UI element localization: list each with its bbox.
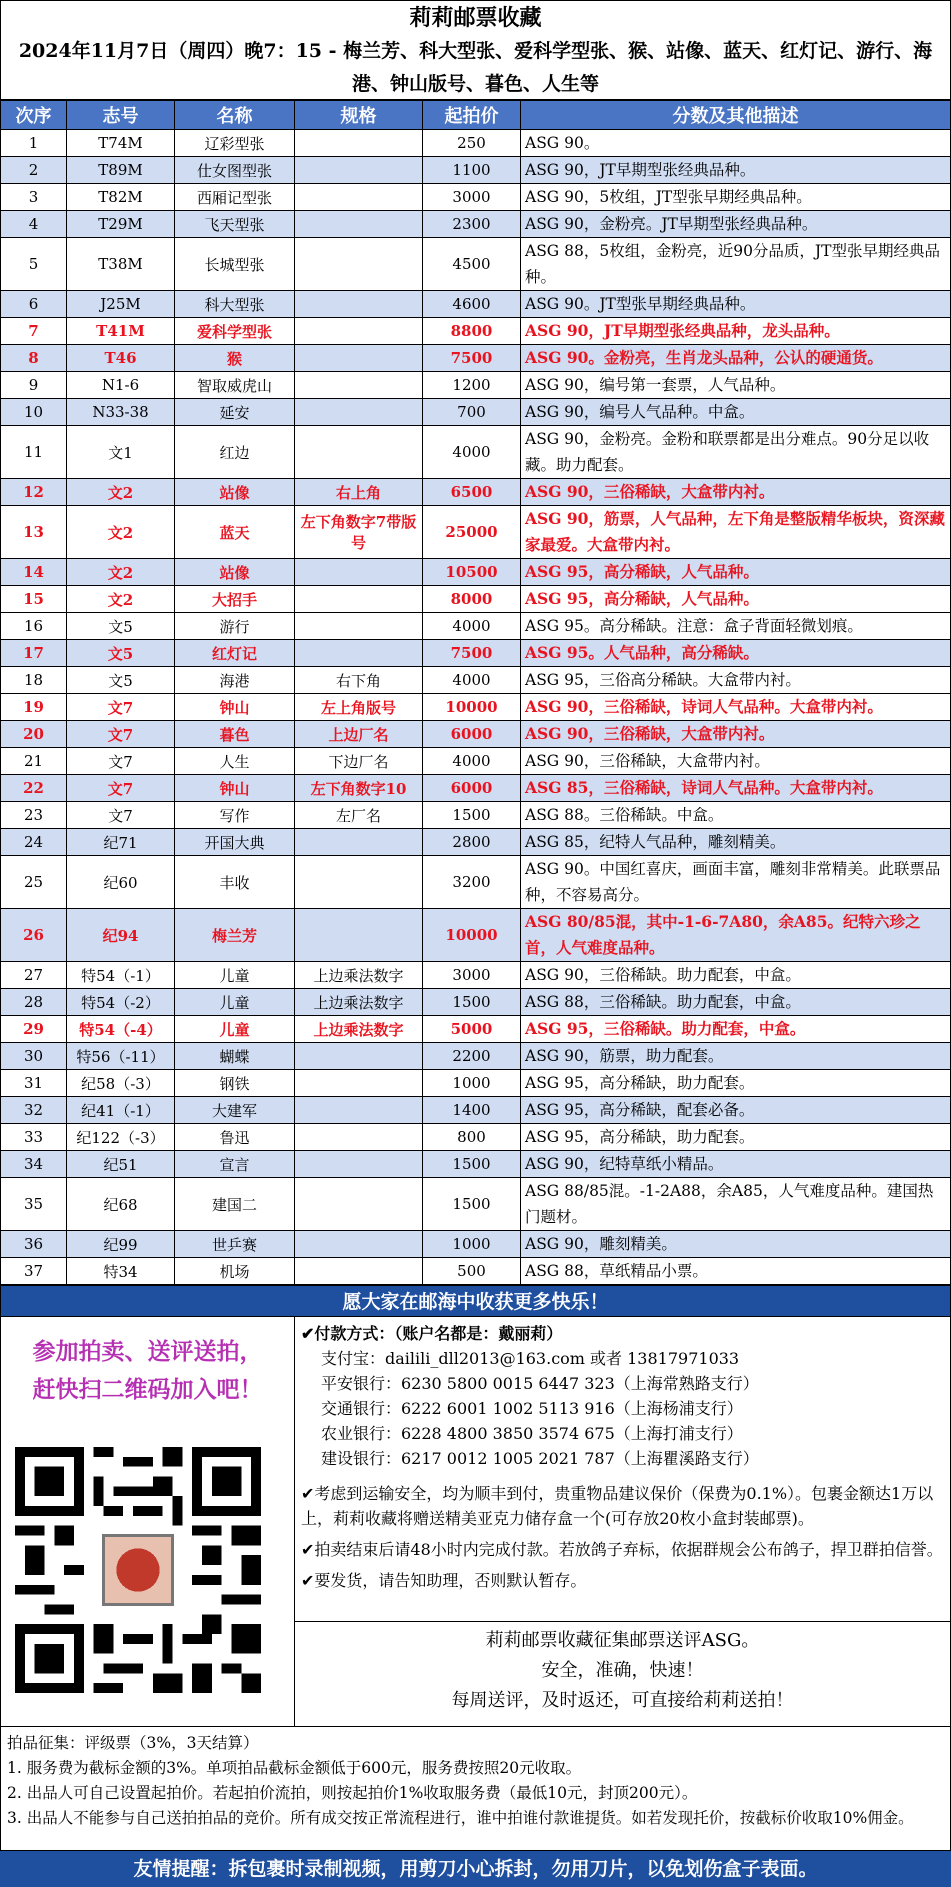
asg-line: 莉莉邮票收藏征集邮票送评ASG。 <box>485 1630 760 1651</box>
lot-id: 文7 <box>67 775 175 802</box>
payment-info <box>295 1317 950 1475</box>
lot-start-price: 1500 <box>423 1151 521 1178</box>
lot-number: 6 <box>1 291 67 318</box>
lot-name: 儿童 <box>175 989 295 1016</box>
table-row <box>1 909 951 962</box>
lot-id: 纪60 <box>67 856 175 909</box>
lot-start-price: 7500 <box>423 640 521 667</box>
lot-spec: 上边乘法数字 <box>295 989 423 1016</box>
lot-start-price: 6500 <box>423 479 521 506</box>
lot-id: 文7 <box>67 721 175 748</box>
lot-id: 纪51 <box>67 1151 175 1178</box>
lot-number: 3 <box>1 184 67 211</box>
lot-spec <box>295 829 423 856</box>
table-row <box>1 559 951 586</box>
lot-name: 蓝天 <box>175 506 295 559</box>
table-row <box>1 1124 951 1151</box>
lot-spec <box>295 372 423 399</box>
lot-number: 22 <box>1 775 67 802</box>
lot-description: ASG 90，编号第一套票，人气品种。 <box>521 372 951 399</box>
lot-description: ASG 95，高分稀缺，助力配套。 <box>521 1124 951 1151</box>
lot-number: 9 <box>1 372 67 399</box>
lot-name: 辽彩型张 <box>175 130 295 157</box>
lot-number: 14 <box>1 559 67 586</box>
lot-name: 人生 <box>175 748 295 775</box>
lot-spec: 右上角 <box>295 479 423 506</box>
lot-id: 纪68 <box>67 1178 175 1231</box>
lot-number: 1 <box>1 130 67 157</box>
bank-account: 平安银行：6230 5800 0015 6447 323（上海常熟路支行） <box>321 1374 759 1393</box>
lot-number: 23 <box>1 802 67 829</box>
lot-start-price: 1400 <box>423 1097 521 1124</box>
lot-name: 站像 <box>175 479 295 506</box>
lot-start-price: 7500 <box>423 345 521 372</box>
lot-description: ASG 95，三俗稀缺。助力配套，中盒。 <box>521 1016 951 1043</box>
table-row <box>1 667 951 694</box>
table-row <box>1 130 951 157</box>
lot-id: 文2 <box>67 506 175 559</box>
table-row <box>1 372 951 399</box>
lot-id: N33-38 <box>67 399 175 426</box>
table-row <box>1 291 951 318</box>
lot-spec <box>295 184 423 211</box>
note: ✔要发货，请告知助理，否则默认暂存。 <box>301 1571 587 1590</box>
rule-item: 2. 出品人可自己设置起拍价。若起拍价流拍，则按起拍价1%收取服务费（最低10元，封顶200元）。 <box>7 1784 698 1802</box>
lot-spec: 左下角数字10 <box>295 775 423 802</box>
header <box>0 0 951 100</box>
lot-spec <box>295 1070 423 1097</box>
lot-id: T38M <box>67 238 175 291</box>
lot-start-price: 1500 <box>423 1178 521 1231</box>
lot-name: 长城型张 <box>175 238 295 291</box>
lot-start-price: 500 <box>423 1258 521 1285</box>
lot-name: 仕女图型张 <box>175 157 295 184</box>
lot-description: ASG 95，高分稀缺，助力配套。 <box>521 1070 951 1097</box>
lot-number: 28 <box>1 989 67 1016</box>
lot-name: 爱科学型张 <box>175 318 295 345</box>
asg-line: 每周送评，及时返还，可直接给莉莉送拍！ <box>451 1690 794 1711</box>
lot-description: ASG 90，金粉亮。金粉和联票都是出分难点。90分足以收藏。助力配套。 <box>521 426 951 479</box>
promo-line: 参加拍卖、送评送拍， <box>32 1338 263 1365</box>
lot-spec <box>295 1124 423 1151</box>
lot-id: 纪41（-1） <box>67 1097 175 1124</box>
lot-description: ASG 88。三俗稀缺。中盒。 <box>521 802 951 829</box>
table-row <box>1 318 951 345</box>
lot-id: 文7 <box>67 748 175 775</box>
lot-name: 红边 <box>175 426 295 479</box>
bank-account: 交通银行：6222 6001 1002 5113 916（上海杨浦支行） <box>321 1399 743 1418</box>
lot-start-price: 250 <box>423 130 521 157</box>
lot-name: 丰收 <box>175 856 295 909</box>
lot-start-price: 4000 <box>423 748 521 775</box>
lot-start-price: 4000 <box>423 667 521 694</box>
lot-name: 延安 <box>175 399 295 426</box>
lot-spec <box>295 1151 423 1178</box>
lot-description: ASG 90，筋票，人气品种，左下角是整版精华板块，资深藏家最爱。大盒带内衬。 <box>521 506 951 559</box>
lot-description: ASG 90。金粉亮，生肖龙头品种，公认的硬通货。 <box>521 345 951 372</box>
lot-id: 纪94 <box>67 909 175 962</box>
table-row <box>1 721 951 748</box>
lot-name: 智取威虎山 <box>175 372 295 399</box>
lot-description: ASG 90，三俗稀缺。助力配套，中盒。 <box>521 962 951 989</box>
table-row <box>1 479 951 506</box>
lot-start-price: 6000 <box>423 721 521 748</box>
lot-id: 文2 <box>67 559 175 586</box>
column-header: 分数及其他描述 <box>521 101 951 130</box>
lot-number: 15 <box>1 586 67 613</box>
table-row <box>1 184 951 211</box>
lot-start-price: 1000 <box>423 1070 521 1097</box>
lot-name: 建国二 <box>175 1178 295 1231</box>
lot-id: 文5 <box>67 613 175 640</box>
lot-id: J25M <box>67 291 175 318</box>
table-row <box>1 613 951 640</box>
lot-spec: 下边厂名 <box>295 748 423 775</box>
lot-id: 特34 <box>67 1258 175 1285</box>
lot-spec <box>295 1043 423 1070</box>
column-header: 志号 <box>67 101 175 130</box>
lot-name: 暮色 <box>175 721 295 748</box>
lot-id: 纪71 <box>67 829 175 856</box>
table-row <box>1 640 951 667</box>
lot-description: ASG 88/85混。-1-2A88，余A85，人气难度品种。建国热门题材。 <box>521 1178 951 1231</box>
table-row <box>1 238 951 291</box>
lot-id: 纪58（-3） <box>67 1070 175 1097</box>
lot-name: 开国大典 <box>175 829 295 856</box>
lot-spec: 上边厂名 <box>295 721 423 748</box>
lot-id: T41M <box>67 318 175 345</box>
lot-name: 钟山 <box>175 694 295 721</box>
column-header: 规格 <box>295 101 423 130</box>
rules-heading: 拍品征集：评级票（3%，3天结算） <box>7 1734 259 1752</box>
column-header: 次序 <box>1 101 67 130</box>
lot-name: 宣言 <box>175 1151 295 1178</box>
lot-start-price: 1200 <box>423 372 521 399</box>
lot-number: 5 <box>1 238 67 291</box>
lot-id: 文7 <box>67 694 175 721</box>
lot-table <box>0 100 951 1285</box>
lot-description: ASG 90，JT早期型张经典品种，龙头品种。 <box>521 318 951 345</box>
lot-description: ASG 90，5枚组，JT型张早期经典品种。 <box>521 184 951 211</box>
lot-description: ASG 90，筋票，助力配套。 <box>521 1043 951 1070</box>
lot-start-price: 8000 <box>423 586 521 613</box>
lot-number: 32 <box>1 1097 67 1124</box>
lot-start-price: 1500 <box>423 802 521 829</box>
notes <box>295 1475 950 1599</box>
lot-description: ASG 88，三俗稀缺。助力配套，中盒。 <box>521 989 951 1016</box>
promo-text <box>1 1333 294 1409</box>
lot-description: ASG 95。高分稀缺。注意：盒子背面轻微划痕。 <box>521 613 951 640</box>
lot-name: 红灯记 <box>175 640 295 667</box>
lot-spec <box>295 909 423 962</box>
lot-start-price: 10500 <box>423 559 521 586</box>
lot-description: ASG 90。JT型张早期经典品种。 <box>521 291 951 318</box>
lot-name: 儿童 <box>175 962 295 989</box>
lot-id: 文2 <box>67 586 175 613</box>
lot-name: 站像 <box>175 559 295 586</box>
lot-start-price: 3200 <box>423 856 521 909</box>
rule-item: 3. 出品人不能参与自己送拍拍品的竞价。所有成交按正常流程进行，谁中拍谁付款谁提货。如若发现托价，按截标价收取10%佣金。 <box>7 1809 914 1827</box>
lot-start-price: 8800 <box>423 318 521 345</box>
rules <box>0 1727 951 1851</box>
lot-start-price: 700 <box>423 399 521 426</box>
lot-spec <box>295 130 423 157</box>
lot-description: ASG 90，编号人气品种。中盒。 <box>521 399 951 426</box>
table-row <box>1 1097 951 1124</box>
lot-spec <box>295 426 423 479</box>
lot-id: T29M <box>67 211 175 238</box>
table-row <box>1 962 951 989</box>
table-row <box>1 856 951 909</box>
note: ✔拍卖结束后请48小时内完成付款。若放鸽子弃标，依据群规会公布鸽子，捍卫群拍信誉。 <box>301 1540 943 1559</box>
lot-number: 30 <box>1 1043 67 1070</box>
lot-id: T46 <box>67 345 175 372</box>
lot-description: ASG 88，5枚组，金粉亮，近90分品质，JT型张早期经典品种。 <box>521 238 951 291</box>
lot-number: 37 <box>1 1258 67 1285</box>
lot-start-price: 10000 <box>423 694 521 721</box>
lot-start-price: 2300 <box>423 211 521 238</box>
table-row <box>1 1043 951 1070</box>
lot-spec <box>295 1097 423 1124</box>
asg-box <box>295 1621 950 1726</box>
lot-spec <box>295 238 423 291</box>
lot-name: 梅兰芳 <box>175 909 295 962</box>
lot-name: 游行 <box>175 613 295 640</box>
lot-id: N1-6 <box>67 372 175 399</box>
lot-start-price: 4000 <box>423 426 521 479</box>
table-row <box>1 1151 951 1178</box>
page-subtitle: 2024年11月7日（周四）晚7：15 - 梅兰芳、科大型张、爱科学型张、猴、站像、蓝天、红灯记、游行、海港、钟山版号、暮色、人生等 <box>18 40 933 95</box>
lot-spec <box>295 586 423 613</box>
lot-start-price: 6000 <box>423 775 521 802</box>
column-header: 起拍价 <box>423 101 521 130</box>
lot-description: ASG 80/85混，其中-1-6-7A80，余A85。纪特六珍之首，人气难度品种。 <box>521 909 951 962</box>
lot-spec <box>295 157 423 184</box>
lot-id: 文5 <box>67 667 175 694</box>
lot-name: 西厢记型张 <box>175 184 295 211</box>
bank-account: 农业银行：6228 4800 3850 3574 675（上海打浦支行） <box>321 1424 743 1443</box>
lot-number: 8 <box>1 345 67 372</box>
lot-number: 13 <box>1 506 67 559</box>
lot-number: 12 <box>1 479 67 506</box>
lot-number: 10 <box>1 399 67 426</box>
lot-spec <box>295 559 423 586</box>
lot-name: 飞天型张 <box>175 211 295 238</box>
lot-start-price: 800 <box>423 1124 521 1151</box>
table-row <box>1 1070 951 1097</box>
lot-number: 16 <box>1 613 67 640</box>
lot-spec <box>295 318 423 345</box>
lot-name: 儿童 <box>175 1016 295 1043</box>
lot-spec <box>295 1231 423 1258</box>
lot-description: ASG 90，金粉亮。JT早期型张经典品种。 <box>521 211 951 238</box>
lot-spec: 左下角数字7带版号 <box>295 506 423 559</box>
table-row <box>1 989 951 1016</box>
lot-description: ASG 88，草纸精品小票。 <box>521 1258 951 1285</box>
lot-start-price: 4000 <box>423 613 521 640</box>
table-row <box>1 775 951 802</box>
lot-spec <box>295 856 423 909</box>
bank-account: 建设银行：6217 0012 1005 2021 787（上海瞿溪路支行） <box>321 1449 759 1468</box>
lot-number: 27 <box>1 962 67 989</box>
note: ✔考虑到运输安全，均为顺丰到付，贵重物品建议保价（保费为0.1%）。包裹金额达1万以上，莉莉收藏将赠送精美亚克力储存盒一个(可存放20枚小盒封装邮票)。 <box>301 1484 934 1528</box>
lot-id: 纪99 <box>67 1231 175 1258</box>
asg-line: 安全，准确，快速！ <box>541 1660 704 1681</box>
lot-description: ASG 90，三俗稀缺，大盒带内衬。 <box>521 721 951 748</box>
lot-id: T82M <box>67 184 175 211</box>
table-row <box>1 1258 951 1285</box>
lot-number: 7 <box>1 318 67 345</box>
lot-name: 机场 <box>175 1258 295 1285</box>
table-header-row <box>1 101 951 130</box>
qr-code-icon[interactable] <box>15 1447 261 1693</box>
lot-description: ASG 95，高分稀缺，人气品种。 <box>521 586 951 613</box>
lot-start-price: 1100 <box>423 157 521 184</box>
lot-number: 36 <box>1 1231 67 1258</box>
lot-spec <box>295 1258 423 1285</box>
table-row <box>1 1178 951 1231</box>
table-row <box>1 1016 951 1043</box>
lot-id: T89M <box>67 157 175 184</box>
table-row <box>1 211 951 238</box>
lot-name: 大招手 <box>175 586 295 613</box>
lot-number: 25 <box>1 856 67 909</box>
lot-description: ASG 90，纪特草纸小精品。 <box>521 1151 951 1178</box>
lot-start-price: 5000 <box>423 1016 521 1043</box>
lot-spec <box>295 291 423 318</box>
lot-name: 鲁迅 <box>175 1124 295 1151</box>
table-row <box>1 399 951 426</box>
lot-spec <box>295 640 423 667</box>
lot-description: ASG 95。人气品种，高分稀缺。 <box>521 640 951 667</box>
lot-number: 21 <box>1 748 67 775</box>
lot-start-price: 4500 <box>423 238 521 291</box>
lot-number: 17 <box>1 640 67 667</box>
lot-start-price: 3000 <box>423 962 521 989</box>
payment-area <box>0 1317 951 1727</box>
lot-spec <box>295 345 423 372</box>
lot-name: 写作 <box>175 802 295 829</box>
table-row <box>1 157 951 184</box>
lot-spec: 左上角版号 <box>295 694 423 721</box>
lot-description: ASG 90，三俗稀缺，大盒带内衬。 <box>521 479 951 506</box>
lot-description: ASG 90。 <box>521 130 951 157</box>
lot-start-price: 2200 <box>423 1043 521 1070</box>
lot-number: 35 <box>1 1178 67 1231</box>
alipay-account: 支付宝：dailili_dll2013@163.com 或者 13817971033 <box>321 1349 740 1368</box>
lot-description: ASG 95，三俗高分稀缺。大盒带内衬。 <box>521 667 951 694</box>
table-row <box>1 802 951 829</box>
table-row <box>1 748 951 775</box>
lot-name: 大建军 <box>175 1097 295 1124</box>
lot-number: 29 <box>1 1016 67 1043</box>
lot-id: 特54（-4） <box>67 1016 175 1043</box>
lot-description: ASG 85，三俗稀缺，诗词人气品种。大盒带内衬。 <box>521 775 951 802</box>
lot-name: 钢铁 <box>175 1070 295 1097</box>
lot-id: 文1 <box>67 426 175 479</box>
lot-id: 文2 <box>67 479 175 506</box>
lot-number: 19 <box>1 694 67 721</box>
rule-item: 1. 服务费为截标金额的3%。单项拍品截标金额低于600元，服务费按照20元收取。 <box>7 1759 582 1777</box>
wish-banner: 愿大家在邮海中收获更多快乐！ <box>0 1285 951 1317</box>
table-row <box>1 1231 951 1258</box>
lot-description: ASG 90。中国红喜庆，画面丰富，雕刻非常精美。此联票品种，不容易高分。 <box>521 856 951 909</box>
lot-description: ASG 90，JT早期型张经典品种。 <box>521 157 951 184</box>
lot-number: 20 <box>1 721 67 748</box>
lot-number: 33 <box>1 1124 67 1151</box>
column-header: 名称 <box>175 101 295 130</box>
lot-spec <box>295 399 423 426</box>
page-title: 莉莉邮票收藏 <box>409 5 542 31</box>
lot-number: 11 <box>1 426 67 479</box>
lot-name: 钟山 <box>175 775 295 802</box>
lot-start-price: 1500 <box>423 989 521 1016</box>
lot-description: ASG 85，纪特人气品种，雕刻精美。 <box>521 829 951 856</box>
lot-start-price: 1000 <box>423 1231 521 1258</box>
promo-panel <box>1 1317 295 1726</box>
lot-start-price: 25000 <box>423 506 521 559</box>
lot-id: 特56（-11） <box>67 1043 175 1070</box>
lot-id: 特54（-2） <box>67 989 175 1016</box>
lot-name: 猴 <box>175 345 295 372</box>
lot-description: ASG 90，三俗稀缺，诗词人气品种。大盒带内衬。 <box>521 694 951 721</box>
lot-id: 纪122（-3） <box>67 1124 175 1151</box>
table-row <box>1 829 951 856</box>
lot-number: 4 <box>1 211 67 238</box>
lot-spec: 左厂名 <box>295 802 423 829</box>
lot-name: 海港 <box>175 667 295 694</box>
payment-heading: ✔付款方式：（账户名都是：戴丽莉） <box>301 1324 563 1343</box>
lot-number: 24 <box>1 829 67 856</box>
lot-description: ASG 90，雕刻精美。 <box>521 1231 951 1258</box>
lot-id: 特54（-1） <box>67 962 175 989</box>
table-row <box>1 426 951 479</box>
lot-id: 文7 <box>67 802 175 829</box>
payment-panel <box>295 1317 950 1726</box>
footer-reminder: 友情提醒：拆包裹时录制视频，用剪刀小心拆封，勿用刀片，以免划伤盒子表面。 <box>0 1851 951 1887</box>
lot-name: 世乒赛 <box>175 1231 295 1258</box>
lot-start-price: 2800 <box>423 829 521 856</box>
lot-description: ASG 95，高分稀缺，配套必备。 <box>521 1097 951 1124</box>
lot-number: 34 <box>1 1151 67 1178</box>
lot-start-price: 3000 <box>423 184 521 211</box>
lot-start-price: 10000 <box>423 909 521 962</box>
lot-description: ASG 95，高分稀缺，人气品种。 <box>521 559 951 586</box>
lot-number: 2 <box>1 157 67 184</box>
lot-number: 26 <box>1 909 67 962</box>
table-row <box>1 506 951 559</box>
lot-start-price: 4600 <box>423 291 521 318</box>
lot-spec <box>295 613 423 640</box>
lot-spec: 上边乘法数字 <box>295 962 423 989</box>
lot-number: 31 <box>1 1070 67 1097</box>
table-row <box>1 345 951 372</box>
lot-name: 蝴蝶 <box>175 1043 295 1070</box>
lot-number: 18 <box>1 667 67 694</box>
lot-spec <box>295 1178 423 1231</box>
lot-description: ASG 90，三俗稀缺，大盒带内衬。 <box>521 748 951 775</box>
lot-id: 文5 <box>67 640 175 667</box>
promo-line: 赶快扫二维码加入吧！ <box>32 1376 263 1403</box>
lot-name: 科大型张 <box>175 291 295 318</box>
lot-spec: 右下角 <box>295 667 423 694</box>
lot-spec <box>295 211 423 238</box>
lot-id: T74M <box>67 130 175 157</box>
lot-spec: 上边乘法数字 <box>295 1016 423 1043</box>
table-row <box>1 586 951 613</box>
table-row <box>1 694 951 721</box>
